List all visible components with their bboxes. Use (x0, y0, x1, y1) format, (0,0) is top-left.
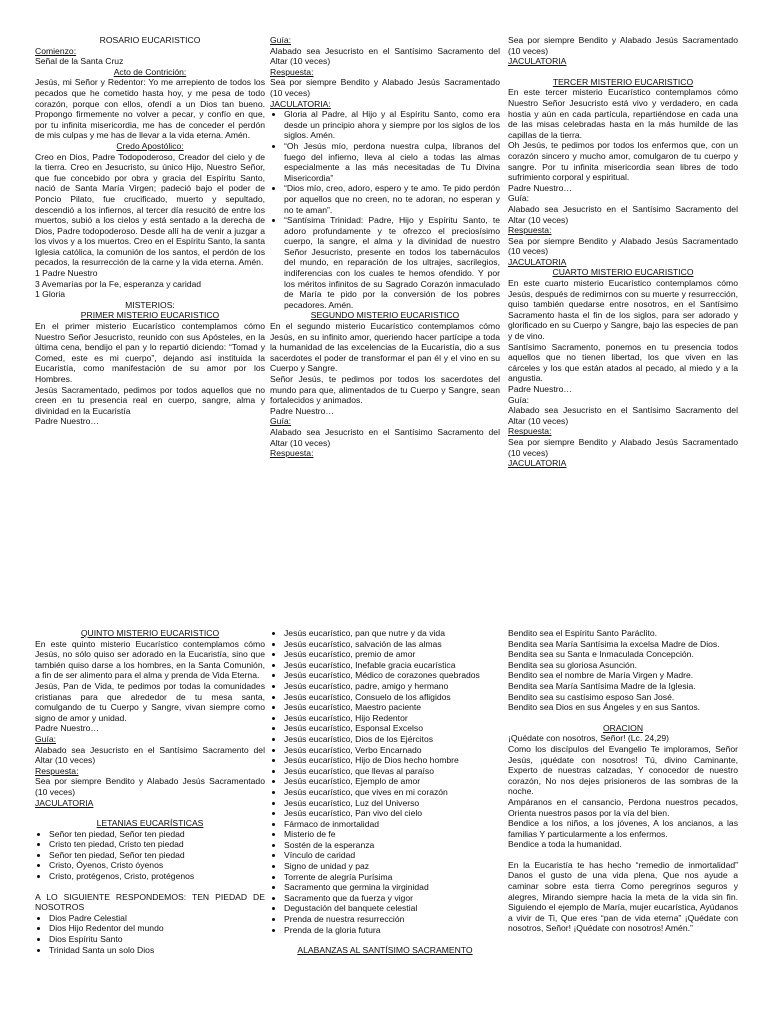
comienzo-label: Comienzo: (35, 45, 77, 56)
list-item: • Señor ten piedad, Señor ten piedad (49, 829, 265, 840)
dios-list (35, 913, 265, 955)
second-mystery-heading: SEGUNDO MISTERIO EUCARISTICO (310, 310, 460, 321)
guia-text: Alabado sea Jesucristo en el Santísimo Sacramento del Altar (10 veces) (35, 744, 265, 766)
oracion-text: Bendice a toda la humanidad. (508, 839, 622, 850)
list-item: • Sacramento que da fuerza y vigor (284, 893, 500, 904)
bendito-line: Bendito sea su castísimo esposo San José. (508, 691, 675, 702)
guia-text: Alabado sea Jesucristo en el Santísimo Sacramento del Altar (10 veces) (508, 203, 738, 225)
list-item: • Cristo, protégenos, Cristo, protégenos (49, 871, 265, 882)
guia-label: Guía: (35, 733, 57, 744)
oracion-text: Como los discípulos del Evangelio Te imploramos, Señor Jesús, ¡quédate con nosotros! Tú, divino Caminante, Experto de nuestras calzadas, Y conocedor de nuestro corazón, No nos dejes prisioneros de las sombras de la noche. (508, 743, 738, 797)
jaculatoria-list (270, 109, 500, 310)
list-item: • Jesús eucarístico, padre, amigo y hermano (284, 681, 500, 692)
list-item: • Señor ten piedad, Señor ten piedad (49, 850, 265, 861)
respuesta-label: Respuesta: (508, 225, 552, 236)
padre-nuestro: Padre Nuestro… (270, 405, 335, 416)
list-item: • Dios Hijo Redentor del mundo (49, 923, 265, 934)
list-item: • “Oh Jesús mío, perdona nuestra culpa, líbranos del fuego del infierno, lleva al cielo a todas las almas especialmente a las más necesitadas de Tu Divina Misericordia” (284, 141, 500, 183)
list-item: • Jesús eucarístico, Hijo de Dios hecho hombre (284, 755, 500, 766)
list-item: • Jesús eucarístico, que llevas al paraíso (284, 766, 500, 777)
list-item: • Jesús eucarístico, Hijo Redentor (284, 713, 500, 724)
column-1 (35, 35, 265, 427)
bendito-line: Bendito sea Dios en sus Ángeles y en sus Santos. (508, 702, 701, 713)
respondemos-text: A LO SIGUIENTE RESPONDEMOS: TEN PIEDAD DE NOSOTROS (35, 891, 265, 913)
oracion-heading: ORACION (602, 722, 644, 733)
bendito-line: Bendita sea su gloriosa Asunción. (508, 659, 637, 670)
document-title: ROSARIO EUCARISTICO (99, 35, 201, 45)
guia-text: Alabado sea Jesucristo en el Santísimo Sacramento del Altar (10 veces) (270, 45, 500, 67)
list-item: • Prenda de la gloria futura (284, 925, 500, 936)
prayer-line: 1 Padre Nuestro (35, 268, 98, 279)
third-mystery-heading: TERCER MISTERIO EUCARISTICO (552, 76, 694, 87)
respuesta-label: Respuesta: (270, 66, 314, 77)
padre-nuestro: Padre Nuestro… (35, 723, 100, 734)
guia-label: Guía: (508, 193, 530, 204)
guia-label: Guía: (270, 416, 292, 427)
guia-label: Guía: (270, 35, 292, 45)
respuesta-text: Sea por siempre Bendito y Alabado Jesús Sacramentado (10 veces) (35, 776, 265, 797)
credo-text: Creo en Dios, Padre Todopoderoso, Creador del cielo y de la tierra. Creo en Jesucristo, su único Hijo, Nuestro Señor, que fue concebido por obra y gracia del Espíritu Santo, nació de Santa María Virgen; padeció bajo el poder de Poncio Pilato, fue crucificado, muerto y sepultado, descendió a los infiernos, al tercer día resucitó de entre los muertos, subió a los cielos y está sentado a la derecha de Dios, Padre todopoderoso. Desde allí ha de venir a juzgar a los vivos y a los muertos. Creo en el Espíritu Santo, la santa Iglesia católica, la comunión de los santos, el perdón de los pecados, la resurrección de la carne y la vida eterna. Amén. (35, 151, 265, 268)
fifth-mystery-petition: Jesús, Pan de Vida, te pedimos por todas la comunidades cristianas para que alrededor de tu mesa santa, comulgando de tu Cuerpo y Sangre, vivan siempre como signo de amor y unidad. (35, 680, 265, 723)
first-mystery-heading: PRIMER MISTERIO EUCARISTICO (80, 310, 220, 321)
list-item: • Jesús eucarístico, Luz del Universo (284, 798, 500, 809)
list-item: • Vínculo de caridad (284, 850, 500, 861)
third-mystery-petition: Oh Jesús, te pedimos por todos los enfermos que, con un corazón sincero y mucho amor, comulgaron de tu cuerpo y sangre. Por tu infinita misericordia sean libres de todo sufrimiento corporal y espiritual. (508, 140, 738, 183)
fifth-mystery-heading: QUINTO MISTERIO EUCARISTICO (80, 628, 220, 638)
first-mystery-text: En el primer misterio Eucarístico contemplamos cómo Nuestro Señor Jesucristo, reunido con sus Apósteles, en la última cena, bendijo el pan y lo repartió diciendo: “Tomad y Comed, este es mi cuerpo”, dejando así instituida la Eucaristía, como manifestación de su amor por los Hombres. (35, 321, 265, 384)
oracion-text: ¡Quédate con nosotros, Señor! (Lc. 24,29) (508, 733, 669, 744)
bendito-line: Bendita sea su Santa e Inmaculada Concepción. (508, 649, 694, 660)
list-item: • Jesús eucarístico, Consuelo de los afligidos (284, 692, 500, 703)
letanias-list (35, 829, 265, 882)
list-item: • Misterio de fe (284, 829, 500, 840)
jaculatoria-label: JACULATORIA (508, 56, 567, 67)
list-item: • Jesús eucarístico, Inefable gracia eucarística (284, 660, 500, 671)
second-mystery-petition: Señor Jesús, te pedimos por todos los sacerdotes del mundo para que, alimentados de tu Cuerpo y Sangre, sean fortalecidos y animados. (270, 374, 500, 406)
list-item: • Jesús eucarístico, Pan vivo del cielo (284, 808, 500, 819)
oracion-text: Ampáranos en el cansancio, Perdona nuestros pecados, Orienta nuestros pasos por la vía del bien. (508, 796, 738, 818)
padre-nuestro: Padre Nuestro… (35, 416, 100, 427)
list-item: • Prenda de nuestra resurrección (284, 914, 500, 925)
list-item: • Sostén de la esperanza (284, 840, 500, 851)
third-mystery-text: En este tercer misterio Eucarístico contemplamos cómo Nuestro Señor Jesucristo está vivo y verdadero, en cada hostia y aún en cada partícula, repartiéndose en cada una de las misas celebradas hasta en la más humilde de las capillas de la tierra. (508, 87, 738, 140)
fifth-mystery-text: En este quinto misterio Eucarístico contemplamos cómo Jesús, no sólo quiso ser adorado en la Eucaristía, sino que también quiso darse a los hombres, en la Santa Comunión, a fin de ser alimento para el alma y prenda de Vida Eterna. (35, 638, 265, 681)
list-item: • Trinidad Santa un solo Dios (49, 945, 265, 956)
column-6 (508, 628, 738, 934)
list-item: • Jesús eucarístico, Esponsal Excelso (284, 723, 500, 734)
fourth-mystery-heading: CUARTO MISTERIO EUCARISTICO (552, 267, 694, 278)
list-item: • Sacramento que germina la virginidad (284, 882, 500, 893)
padre-nuestro: Padre Nuestro… (508, 384, 573, 394)
respuesta-label: Respuesta: (270, 448, 314, 459)
second-mystery-text: En el segundo misterio Eucarístico contemplamos cómo Jesús, en su infinito amor, queriendo hacer partícipe a toda la humanidad de las excelencias de la Eucaristía, dio a sus sacerdotes el poder de transformar el pan él y el vino en su Cuerpo y Sangre. (270, 321, 500, 374)
oracion-text: Bendice a los niños, a los jóvenes, A los ancianos, a las familias Y particularmente a los enfermos. (508, 818, 738, 839)
bendito-line: Bendito sea el nombre de María Virgen y Madre. (508, 670, 694, 681)
list-item: • Jesús eucarístico, que vives en mi corazón (284, 787, 500, 798)
list-item: • “Santísima Trinidad: Padre, Hijo y Espíritu Santo, te adoro profundamente y te ofrezco el preciosísimo cuerpo, la sangre, el alma y la divinidad de nuestro Señor Jesucristo, presente en todos los tabernáculos del mundo, en reparación de los ultrajes, sacrilegios, indiferencias con los cuales te hemos ofendido. Y por los méritos infinitos de su Sagrado Corazón inmaculado de María te pido por la conversión de los pobres pecadores. Amén. (284, 215, 500, 310)
respuesta-label: Respuesta: (35, 765, 79, 776)
guia-text: Alabado sea Jesucristo en el Santísimo Sacramento del Altar (10 veces) (270, 426, 500, 448)
senal-text: Señal de la Santa Cruz (35, 56, 124, 67)
list-item: • Dios Padre Celestial (49, 913, 265, 924)
column-3 (508, 35, 738, 469)
column-5 (270, 628, 500, 956)
list-item: • Signo de unidad y paz (284, 861, 500, 872)
letanias-heading: LETANIAS EUCARÍSTICAS (96, 818, 204, 829)
bendito-line: Bendito sea el Espíritu Santo Paráclito. (508, 628, 658, 638)
list-item: • Jesús eucarístico, Ejemplo de amor (284, 776, 500, 787)
jaculatoria-label: JACULATORIA: (270, 98, 331, 109)
list-item: • Torrente de alegría Purísima (284, 872, 500, 883)
respuesta-text: Sea por siempre Bendito y Alabado Jesús Sacramentado (10 veces) (508, 35, 738, 56)
misterios-label: MISTERIOS: (125, 299, 175, 310)
column-4 (35, 628, 265, 955)
list-item: • Gloria al Padre, al Hijo y al Espíritu Santo, como era desde un principio ahora y siempre por los siglos de los siglos. Amén. (284, 109, 500, 141)
guia-label: Guía: (508, 394, 530, 405)
list-item: • “Dios mío, creo, adoro, espero y te amo. Te pido perdón por aquellos que no creen, no te adoran, no esperan y no te aman”. (284, 183, 500, 215)
list-item: • Jesús eucarístico, Dios de los Ejércitos (284, 734, 500, 745)
respuesta-label: Respuesta: (508, 426, 552, 437)
jaculatoria-label: JACULATORIA (508, 256, 567, 267)
list-item: • Jesús eucarístico, Maestro paciente (284, 702, 500, 713)
list-item: • Fármaco de inmortalidad (284, 819, 500, 830)
bendito-line: Bendita sea María Santísima la excelsa Madre de Dios. (508, 638, 720, 649)
prayer-line: 3 Avemarías por la Fe, esperanza y caridad (35, 278, 202, 289)
list-item: • Jesús eucarístico, salvación de las almas (284, 639, 500, 650)
list-item: • Dios Espíritu Santo (49, 934, 265, 945)
contricion-heading: Acto de Contrición: (113, 66, 187, 77)
column-2 (270, 35, 500, 459)
prayer-line: 1 Gloria (35, 289, 66, 300)
contricion-text: Jesús, mi Señor y Redentor: Yo me arrepiento de todos los pecados que he cometido hasta hoy, y me pesa de todo corazón, porque con ellos, ofendí a un Dios tan bueno. Propongo firmemente no volver a pecar, y confío en que, por tu infinita misericordia, me has de conceder el perdón de mis culpas y me has de llevar a la vida eterna. Amén. (35, 77, 265, 141)
jesus-eucaristico-list (270, 628, 500, 935)
first-mystery-petition: Jesús Sacramentado, pedimos por todos aquellos que no creen en tu presencia real en cuerpo, sangre, alma y divinidad en la Eucaristía (35, 384, 265, 416)
list-item: • Jesús eucarístico, Médico de corazones quebrados (284, 670, 500, 681)
guia-text: Alabado sea Jesucristo en el Santísimo Sacramento del Altar (10 veces) (508, 405, 738, 426)
respuesta-text: Sea por siempre Bendito y Alabado Jesús Sacramentado (10 veces) (508, 235, 738, 257)
padre-nuestro: Padre Nuestro… (508, 182, 573, 193)
fourth-mystery-text: En este cuarto misterio Eucarístico contemplamos cómo Jesús, después de redimirnos con su muerte y resurrección, quiso también quedarse entre nosotros, en el Santísimo Sacramento hasta el fin de los siglos, para ser adorado y glorificado en su Cuerpo y Sangre, bajo las especies de pan y de vino. (508, 278, 738, 342)
respuesta-text: Sea por siempre Bendito y Alabado Jesús Sacramentado (10 veces) (508, 436, 738, 458)
list-item: • Cristo, Óyenos, Cristo óyenos (49, 860, 265, 871)
list-item: • Cristo ten piedad, Cristo ten piedad (49, 839, 265, 850)
respuesta-text: Sea por siempre Bendito y Alabado Jesús Sacramentado (10 veces) (270, 77, 500, 98)
list-item: • Degustación del banquete celestial (284, 903, 500, 914)
credo-heading: Credo Apostólico: (116, 140, 184, 151)
oracion-text: En la Eucaristía te has hecho “remedio de inmortalidad” Danos el gusto de una vida plena, Que nos ayude a caminar sobre esta tierra Como peregrinos seguros y alegres, Mirando siempre hacia la meta de la vida sin fin. Siguiendo el ejemplo de María, mujer eucarística, Ayúdanos a vivir de Ti, Que eres “pan de vida eterna” ¡Quédate con nosotros, Señor! ¡Quédate con nosotros! Amén.” (508, 859, 738, 934)
bendito-line: Bendita sea María Santísima Madre de la Iglesia. (508, 680, 696, 691)
list-item: • Jesús eucarístico, Verbo Encarnado (284, 745, 500, 756)
jaculatoria-label: JACULATORIA (35, 797, 94, 808)
jaculatoria-label: JACULATORIA (508, 458, 567, 469)
list-item: • Jesús eucarístico, premio de amor (284, 649, 500, 660)
alabanzas-heading: ALABANZAS AL SANTÍSIMO SACRAMENTO (297, 945, 473, 956)
list-item: • Jesús eucarístico, pan que nutre y da vida (284, 628, 500, 639)
fourth-mystery-petition: Santísimo Sacramento, ponemos en tu presencia todos aquellos que no tienen libertad, los que viven en las cárceles y los que están atados al pecado, al miedo y a la angustia. (508, 341, 738, 384)
